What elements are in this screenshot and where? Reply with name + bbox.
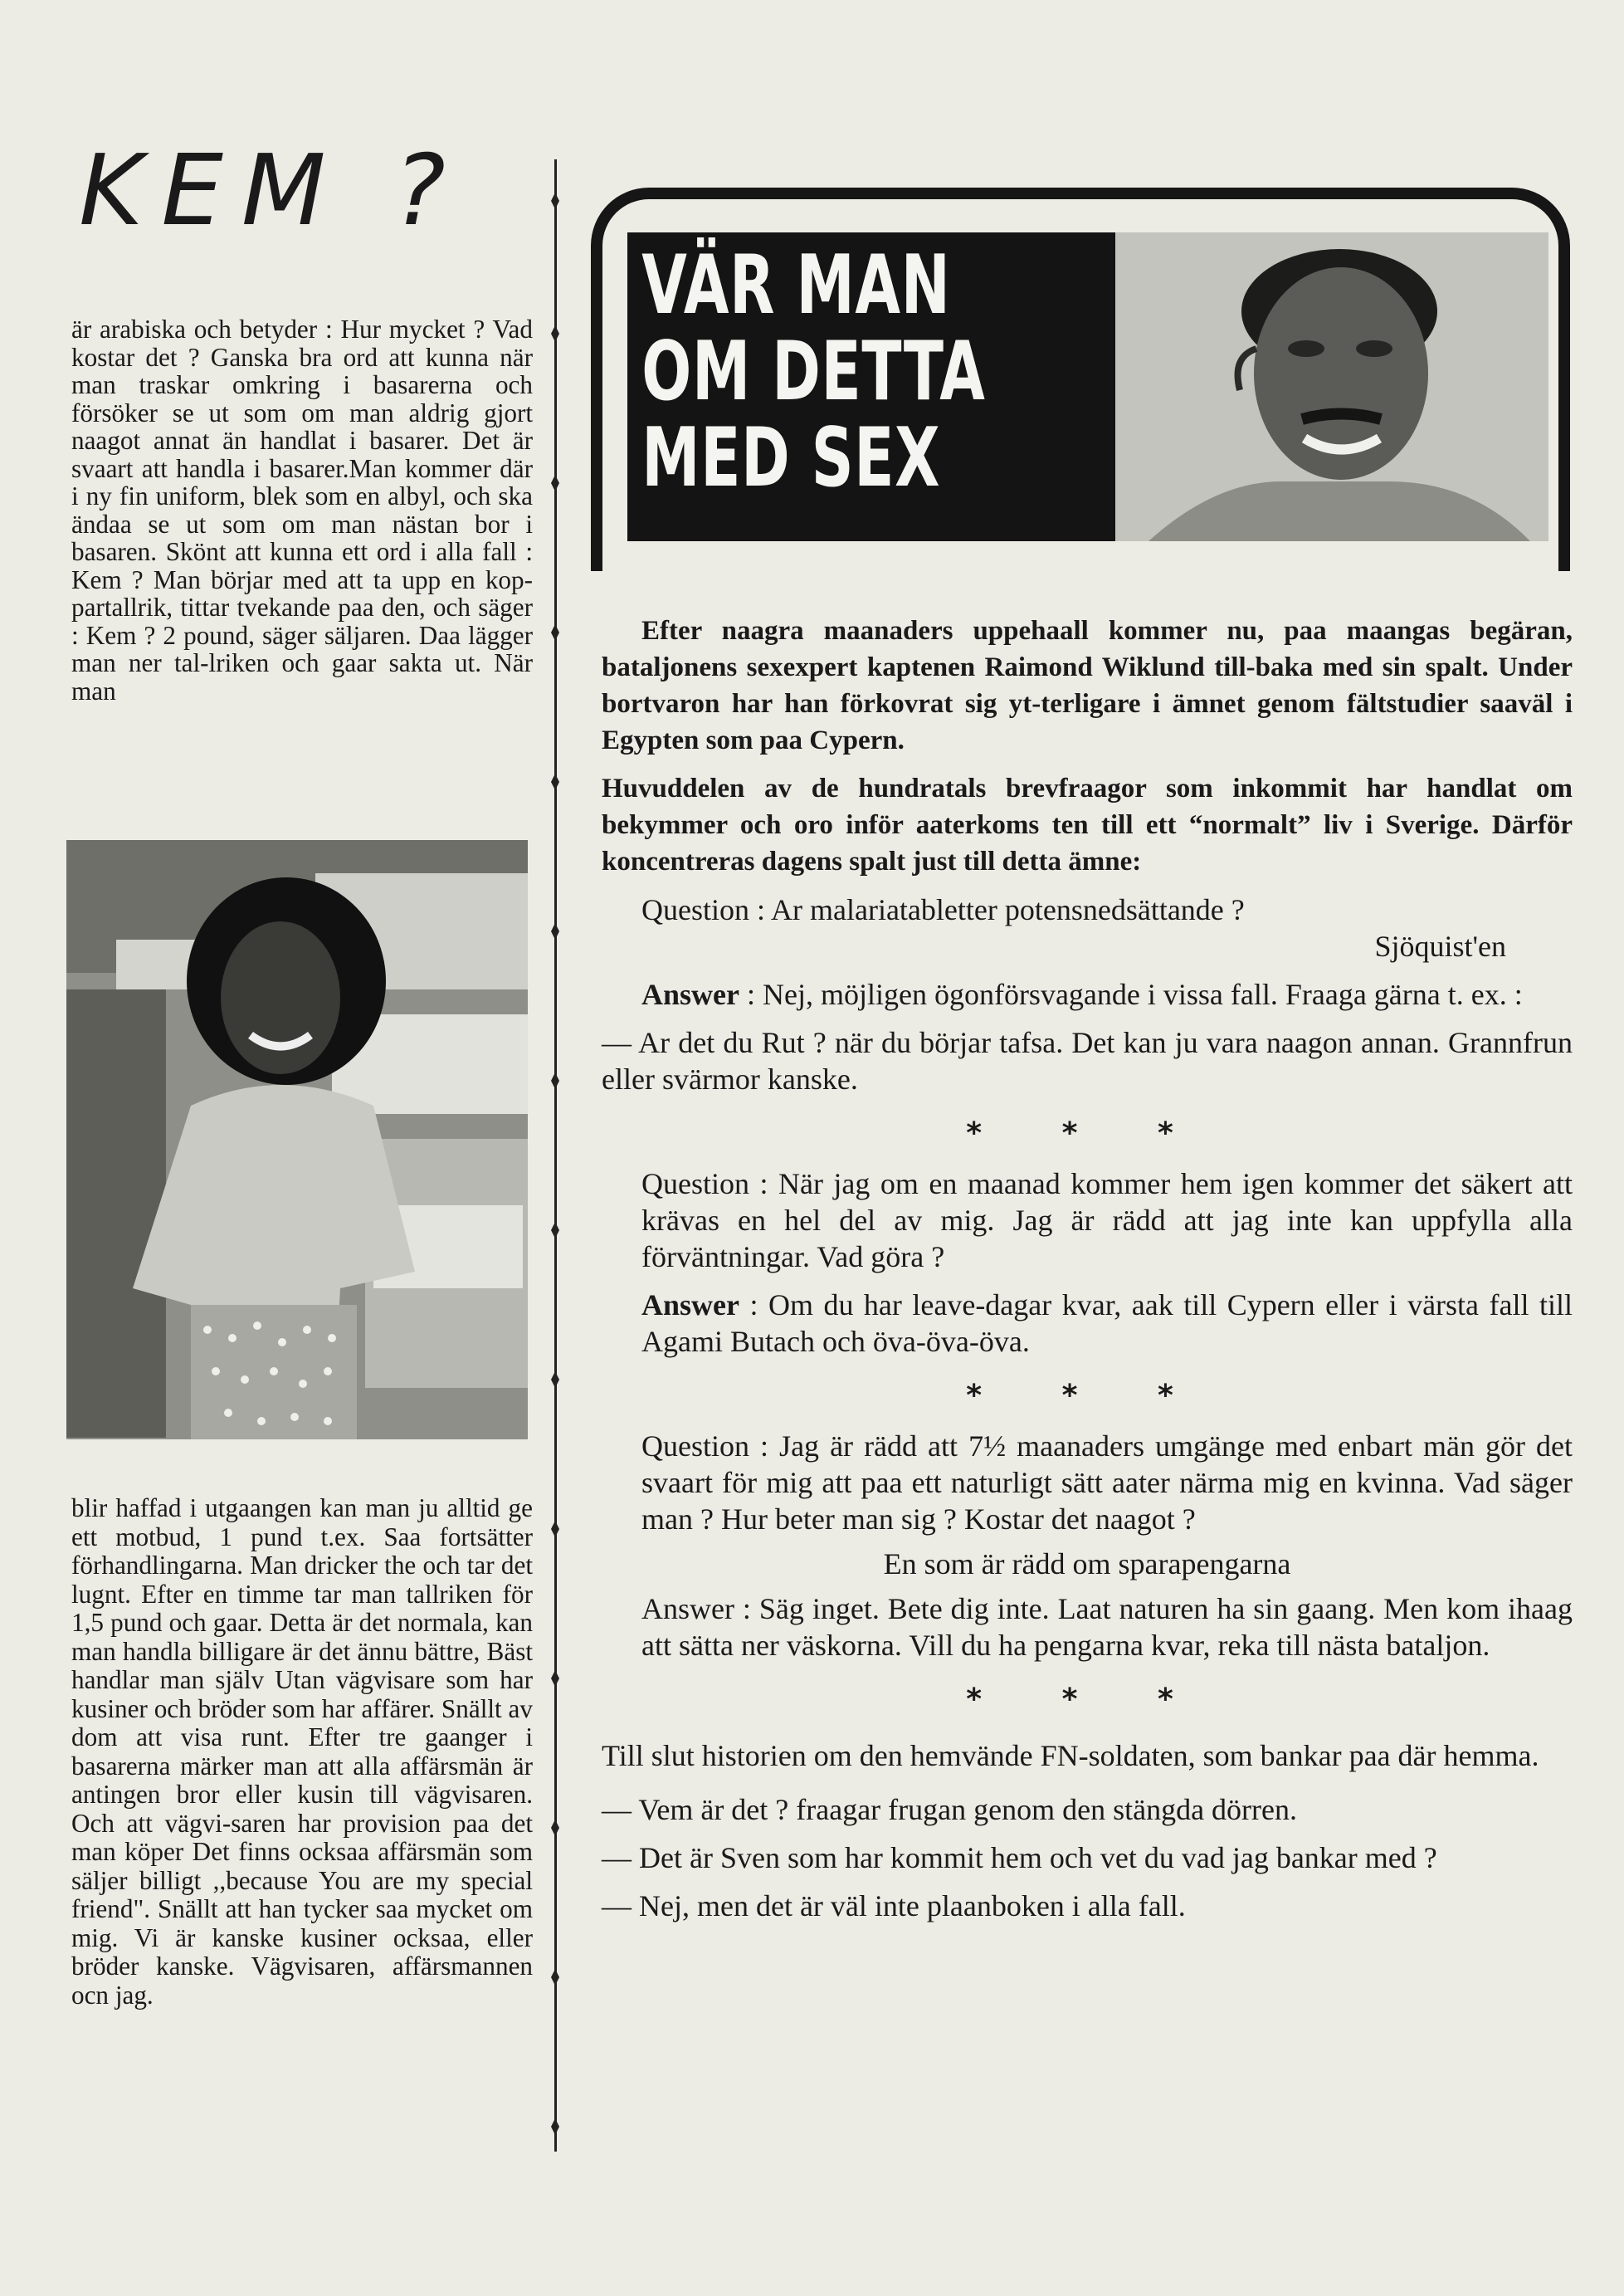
kem-paragraph-bottom: blir haffad i utgaangen kan man ju alltid ge ett motbud, 1 pund t.ex. Saa fortsätter förhandlingarna. Man dricker the och tar det lugnt. Efter en timme tar man tallriken för 1,5 pund och gaar. Detta är det normala, kan man handla billigare är det ännu bättre, Bäst handlar man själv Utan vägvisare som har kusiner och bröder som har affärer. Snällt av dom att visa runt. Efter tre gaanger i basarerna märker man att alla affärsmän är antingen bror eller kusin till vägvisaren. Och att vägvi-saren har provision paa det man köper Det finns ocksaa affärsmän som säljer billigt ,,because You are my special friend". Snällt att han tycker saa mycket om mig. Vi är kanske kusiner ocksaa, eller bröder kanske. Vägvisaren, affärsmannen ocn jag. (71, 1493, 533, 2010)
question-2 (602, 1165, 1573, 1275)
question-1-signature: Sjöquist'en (1374, 930, 1506, 963)
closing-story: Till slut historien om den hemvände FN-soldaten, som bankar paa där hemma. (602, 1739, 1539, 1772)
question-label: Question (641, 1429, 749, 1463)
answer-3 (602, 1590, 1573, 1663)
headline (627, 232, 986, 506)
answer-text: : Nej, möjligen ögonförsvagande i vissa fall. Fraaga gärna t. ex. : (739, 978, 1523, 1011)
intro-paragraph-1: Efter naagra maanaders uppehaall kommer nu, paa maangas begäran, bataljonens sexexpert kaptenen Raimond Wiklund till-baka med sin spalt. Under bortvaron har han förkovrat sig yt-terligare i ämnet genom fältstudier saaväl i Egypten som paa Cypern. (602, 616, 1573, 755)
headline-panel (627, 232, 1115, 541)
question-label: Question (641, 1167, 749, 1200)
section-separator: * * * (966, 1116, 1208, 1150)
question-label: Question (641, 893, 749, 926)
question-text: : Jag är rädd att 7½ maanaders umgänge med enbart män gör det svaart för mig att paa ett naturligt sätt aater närma mig en kvinna. Vad säger man ? Hur beter man sig ? Kostar det naagot ? (641, 1429, 1573, 1536)
answer-label: Answer (641, 1288, 739, 1321)
man-photo (1115, 232, 1548, 541)
headline-box (591, 188, 1570, 571)
headline-line-1: VÄR MAN (641, 238, 951, 333)
question-1 (602, 892, 1573, 928)
dialog-line-1: — Vem är det ? fraagar frugan genom den stängda dörren. (602, 1793, 1298, 1826)
headline-line-2: OM DETTA (641, 325, 986, 419)
dialog-line-2: — Det är Sven som har kommit hem och vet du vad jag bankar med ? (602, 1841, 1437, 1874)
question-3 (602, 1428, 1573, 1537)
answer-1 (602, 976, 1573, 1013)
answer-text: : Om du har leave-dagar kvar, aak till Cypern eller i värsta fall till Agami Butach och öva-öva-öva. (641, 1288, 1573, 1358)
answer-text: : Säg inget. Bete dig inte. Laat naturen ha sin gaang. Men kom ihaag att sätta ner väskorna. Vill du ha pengarna kvar, reka till nästa bataljon. (641, 1592, 1573, 1662)
answer-label: Answer (641, 1592, 734, 1625)
question-text: : När jag om en maanad kommer hem igen kommer det säkert att krävas en hel del av mig. Jag är rädd att jag inte kan uppfylla alla förväntningar. Vad göra ? (641, 1167, 1573, 1273)
headline-line-3: MED SEX (641, 411, 941, 506)
kem-paragraph-top: är arabiska och betyder : Hur mycket ? Vad kostar det ? Ganska bra ord att kunna när man traskar omkring i basarerna och försöker se ut som om man aldrig gjort naagot annat än handlat i basarer. Det är svaart att handla i basarer.Man kommer där i ny fin uniform, blek som en albyl, och ska ändaa se ut som om man nästan bor i basaren. Skönt att kunna ett ord i alla fall : Kem ? Man börjar med att ta upp en kop-partallrik, tittar tvekande paa den, och säger : Kem ? 2 pound, säger säljaren. Daa lägger man ner tal-lriken och gaar sakta ut. När man (71, 315, 533, 706)
section-separator: * * * (966, 1379, 1208, 1413)
intro-paragraph-2: Huvuddelen av de hundratals brevfraagor som inkommit har handlat om bekymmer och oro inför aaterkoms ten till ett “normalt” liv i Sverige. Därför koncentreras dagens spalt just till detta ämne: (602, 774, 1573, 877)
answer-label: Answer (641, 978, 739, 1011)
woman-photo (66, 840, 528, 1439)
article (602, 613, 1573, 1924)
dialog-line-3: — Nej, men det är väl inte plaanboken i alla fall. (602, 1889, 1186, 1922)
question-3-signature: En som är rädd om sparapengarna (883, 1547, 1291, 1580)
answer-1-dialog: — Ar det du Rut ? när du börjar tafsa. Det kan ju vara naagon annan. Grannfrun eller svärmor kanske. (602, 1026, 1573, 1096)
kem-title: KEM ? (79, 133, 464, 247)
section-separator: * * * (966, 1683, 1208, 1717)
question-text: : Ar malariatabletter potensnedsättande ? (749, 893, 1245, 926)
column-divider (548, 159, 563, 2152)
answer-2 (602, 1287, 1573, 1360)
